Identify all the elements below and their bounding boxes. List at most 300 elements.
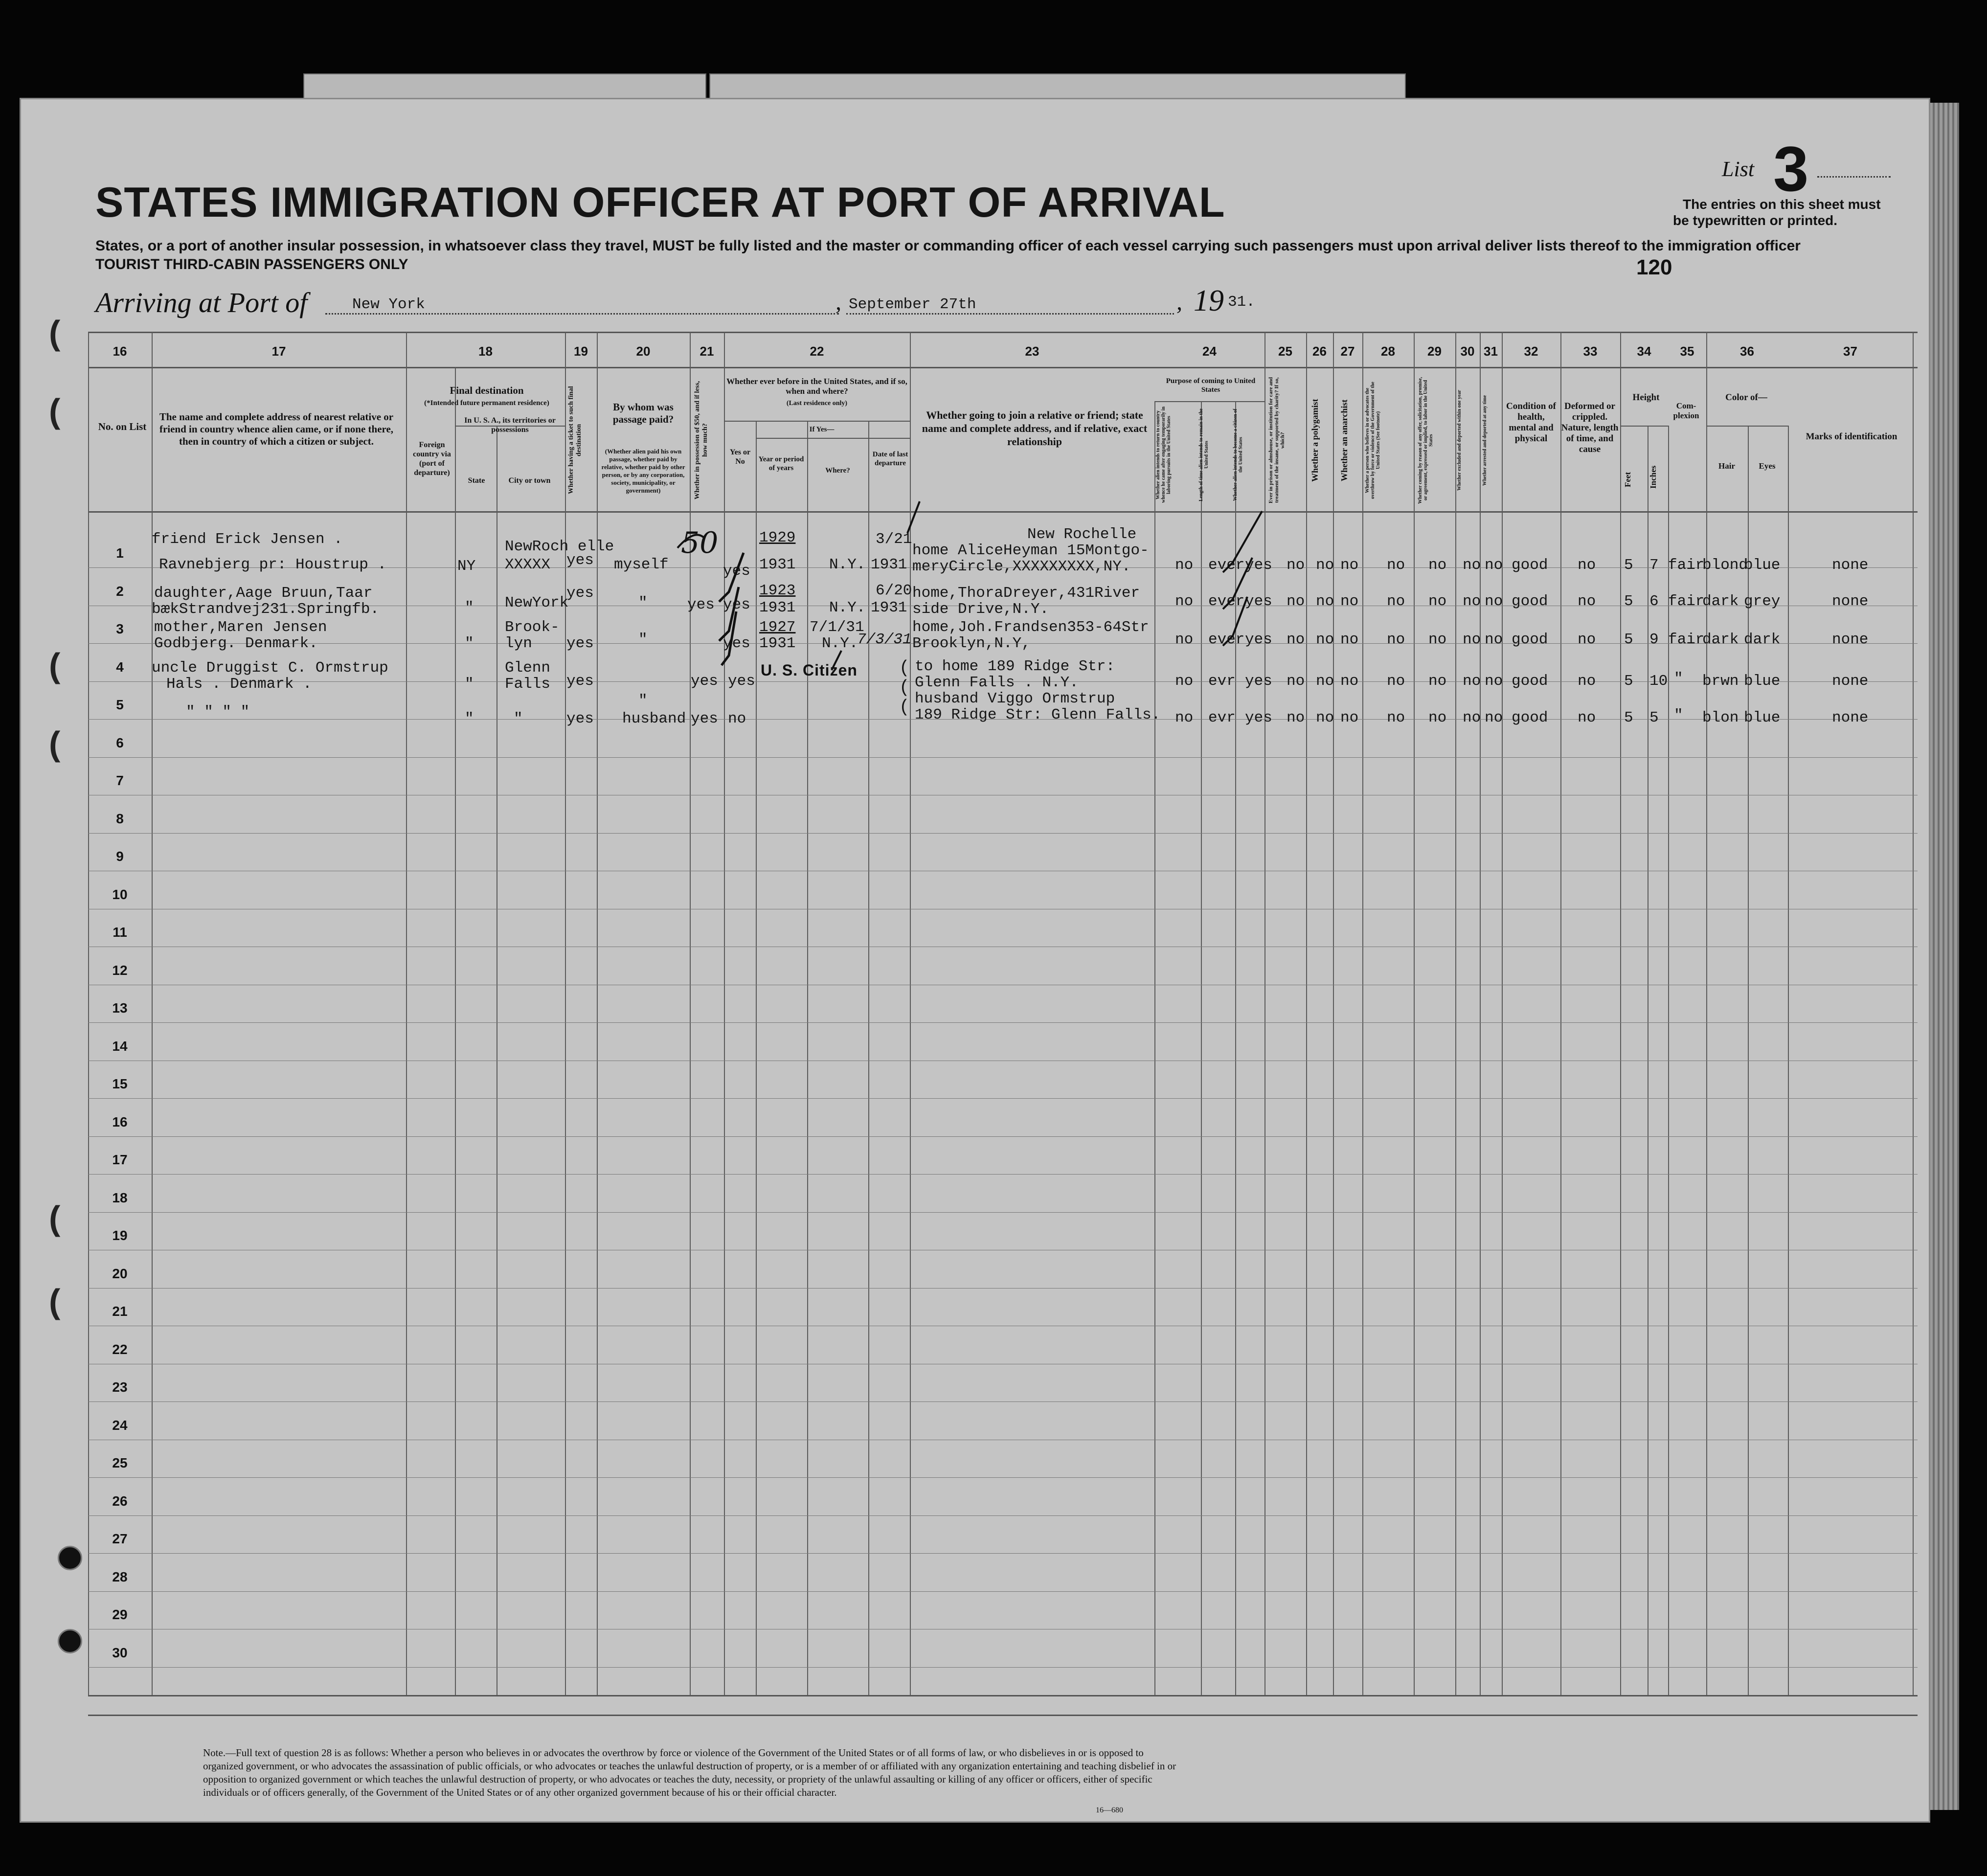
- column-number: 21: [700, 344, 714, 359]
- answer-cell: no: [1463, 709, 1481, 726]
- date-line: [846, 313, 1174, 315]
- entry-r5-yesno: no: [728, 710, 746, 727]
- column-number: 23: [1025, 344, 1039, 359]
- entry-r1-join-c: meryCircle,XXXXXXXXX,NY.: [912, 558, 1131, 575]
- column-number: 17: [271, 344, 286, 359]
- entry-r4-relative-a: uncle Druggist C. Ormstrup: [152, 659, 388, 677]
- hdr-if-yes: If Yes—: [809, 426, 835, 433]
- hdr-purpose-c: Whether alien intends to become a citizen of the United States: [1233, 408, 1243, 501]
- row-number: 29: [112, 1607, 128, 1622]
- answer-cell: no: [1287, 709, 1305, 726]
- row-rule: [88, 1212, 1918, 1213]
- column-number: 37: [1843, 344, 1857, 359]
- entry-r1-join-a: New Rochelle: [1027, 526, 1137, 543]
- hdr-complexion: Com-plexion: [1673, 401, 1699, 420]
- entry-r3-city-b: lyn: [505, 635, 532, 652]
- entry-r3-join-a: home,Joh.Frandsen353-64Str: [912, 619, 1149, 636]
- hdr-foreign-country: Foreign country via (port of departure): [413, 441, 451, 477]
- entry-r4-city-b: Falls: [505, 676, 551, 693]
- answer-cell: blon: [1702, 709, 1739, 726]
- entry-r4-join-a: to home 189 Ridge Str:: [915, 658, 1115, 675]
- handwritten-mark-join: [905, 499, 925, 538]
- ditto-r5-complexion: ": [1674, 707, 1683, 724]
- answer-cell: brwn: [1702, 673, 1739, 690]
- typed-note-2: be typewritten or printed.: [1673, 213, 1838, 228]
- row-number: 10: [112, 886, 128, 902]
- hdr-nearest-relative: The name and complete address of nearest relative or friend in country whence alien came, or if none there, then in country of which a citizen or subject.: [159, 411, 394, 447]
- subheader-rule: [1154, 401, 1264, 402]
- answer-cell: no: [1340, 593, 1359, 610]
- column-rule: [1154, 401, 1155, 1695]
- column-rule: [1502, 332, 1503, 1695]
- answer-cell: none: [1832, 557, 1869, 574]
- column-number: 33: [1583, 344, 1598, 359]
- answer-cell: no: [1316, 673, 1334, 690]
- hdr-passage-paid-note: (Whether alien paid his own passage, whether paid by relative, whether paid by other person, or by any corporation, society, municipality, or government): [601, 448, 685, 494]
- entry-r1-city-a: NewRoch elle: [505, 538, 614, 555]
- row-number: 28: [112, 1569, 128, 1584]
- entry-r2-dep-b: 1931: [871, 599, 907, 616]
- hdr-no-on-list: No. on List: [98, 421, 147, 432]
- rule-colnums: [88, 367, 1918, 368]
- answer-cell: ever: [1208, 631, 1245, 648]
- entry-r5-amount: yes: [691, 710, 718, 727]
- entry-r3-join-b: Brooklyn,N.Y,: [912, 635, 1031, 652]
- entry-r1-amount: 50: [681, 526, 719, 560]
- ditto-r3-paid: ": [638, 631, 648, 648]
- answer-cell: no: [1387, 709, 1405, 726]
- column-rule: [1455, 332, 1456, 1695]
- answer-cell: dark: [1702, 593, 1739, 610]
- punch-hole-2: [58, 1629, 82, 1653]
- ditto-r4-state: ": [465, 676, 474, 693]
- clip-mark-2: (: [49, 392, 61, 430]
- answer-cell: no: [1463, 631, 1481, 648]
- entry-r3-yesno: yes: [723, 635, 750, 652]
- entry-r3-year-b: 1931: [759, 635, 796, 652]
- entry-r1-dep-a: 3/21: [876, 531, 912, 548]
- row-number: 2: [116, 583, 124, 599]
- bracket-r4b: (: [899, 678, 910, 698]
- answer-cell: fair: [1668, 631, 1705, 648]
- answer-cell: blue: [1744, 709, 1781, 726]
- entry-r2-ticket: yes: [566, 585, 594, 602]
- hdr-final-dest-note: (*Intended future permanent residence): [424, 399, 549, 407]
- subheader-rule: [756, 438, 910, 439]
- row-rule: [88, 1667, 1918, 1668]
- entry-r2-yesno: yes: [723, 596, 750, 613]
- hdr-purpose-a: Whether alien intends to return to country whence he came after engaging temporarily in laboring pursuits in the United States: [1155, 407, 1172, 503]
- hdr-color-of: Color of—: [1725, 392, 1767, 403]
- bracket-r4: (: [899, 658, 910, 678]
- form-code: 16—680: [1096, 1806, 1123, 1814]
- answer-cell: 5: [1624, 631, 1633, 648]
- entry-r1-state: NY: [457, 558, 476, 575]
- port-name: New York: [352, 296, 425, 313]
- answer-cell: no: [1387, 631, 1405, 648]
- answer-cell: blue: [1744, 673, 1781, 690]
- answer-cell: 10: [1649, 673, 1668, 690]
- hdr-c25: Ever in prison or almshouse, or institution for care and treatment of the insane, or supported by charity? If so, which?: [1268, 377, 1286, 504]
- answer-cell: blond: [1702, 557, 1748, 574]
- ditto-r2-state: ": [465, 599, 474, 616]
- row-rule: [88, 1553, 1918, 1554]
- row-number: 18: [112, 1190, 128, 1205]
- answer-cell: dark: [1702, 631, 1739, 648]
- answer-cell: no: [1485, 631, 1503, 648]
- entry-r3-where-a: 7/1/31: [810, 619, 864, 636]
- answer-cell: no: [1463, 673, 1481, 690]
- column-rule: [1620, 332, 1621, 1695]
- clip-mark-4: (: [49, 724, 61, 763]
- column-rule: [1333, 332, 1334, 1695]
- ditto-r4-paid: ": [638, 692, 648, 709]
- row-number: 1: [116, 545, 124, 561]
- answer-cell: 5: [1624, 673, 1633, 690]
- answer-cell: no: [1340, 631, 1359, 648]
- row-number: 3: [116, 621, 124, 636]
- entry-r1-yesno: yes: [723, 563, 750, 580]
- answer-cell: no: [1578, 709, 1596, 726]
- hdr-where: Where?: [825, 467, 850, 475]
- hdr-c27: Whether an anarchist: [1339, 399, 1349, 481]
- entry-r1-year-b: 1931: [759, 556, 796, 573]
- hdr-purpose: Purpose of coming to United States: [1166, 377, 1256, 394]
- entry-r4-relative-b: Hals . Denmark .: [166, 676, 312, 693]
- answer-cell: no: [1463, 557, 1481, 574]
- answer-cell: fair: [1668, 593, 1705, 610]
- column-number: 31: [1484, 344, 1498, 359]
- entry-r1-ticket: yes: [566, 552, 594, 569]
- answer-cell: no: [1485, 593, 1503, 610]
- hdr-deformed: Deformed or crippled. Nature, length of time, and cause: [1561, 401, 1619, 454]
- subheader-rule: [1706, 426, 1788, 427]
- answer-cell: dark: [1744, 631, 1781, 648]
- ditto-r5-state: ": [465, 710, 474, 727]
- answer-cell: ever: [1208, 557, 1245, 574]
- entry-r3-relative-b: Godbjerg. Denmark.: [154, 635, 318, 652]
- answer-cell: 5: [1624, 593, 1633, 610]
- answer-cell: 5: [1649, 709, 1659, 726]
- handwritten-check-marks: [675, 519, 900, 704]
- row-number: 22: [112, 1341, 128, 1357]
- list-number: 3: [1773, 133, 1809, 204]
- hdr-final-destination: Final destination: [450, 384, 524, 396]
- entry-r2-join-b: side Drive,N.Y.: [912, 601, 1049, 618]
- answer-cell: 5: [1624, 709, 1633, 726]
- rule-header-bottom: [88, 511, 1918, 513]
- answer-cell: 9: [1649, 631, 1659, 648]
- entry-r5-join-b: 189 Ridge Str: Glenn Falls.: [915, 706, 1161, 723]
- answer-cell: evr: [1208, 709, 1236, 726]
- row-number: 17: [112, 1152, 128, 1167]
- entry-r1-relative: Ravnebjerg pr: Houstrup .: [159, 556, 387, 573]
- ditto-r5-city: ": [514, 710, 523, 727]
- row-number: 4: [116, 659, 124, 675]
- answer-cell: no: [1287, 631, 1305, 648]
- column-rule: [597, 332, 598, 1695]
- row-number: 27: [112, 1531, 128, 1546]
- answer-cell: yes: [1245, 593, 1272, 610]
- column-number: 20: [636, 344, 651, 359]
- clip-mark-3: (: [49, 646, 61, 684]
- entry-r2-relative-b: bækStrandvej231.Springfb.: [152, 601, 380, 618]
- row-number: 19: [112, 1228, 128, 1243]
- hdr-purpose-b: Length of time alien intends to remain in the United States: [1198, 408, 1209, 501]
- row-number: 14: [112, 1038, 128, 1054]
- entry-r1-paid: myself: [614, 556, 669, 573]
- answer-cell: no: [1387, 593, 1405, 610]
- rule-footer: [88, 1715, 1918, 1716]
- answer-cell: no: [1428, 557, 1447, 574]
- entry-r4-city-a: Glenn: [505, 659, 551, 677]
- entry-r3-ticket: yes: [566, 635, 594, 652]
- answer-cell: good: [1512, 631, 1548, 648]
- answer-cell: no: [1175, 593, 1194, 610]
- entry-r5-relative: " " " ": [186, 703, 250, 721]
- entry-r1-join-b: home AliceHeyman 15Montgo-: [912, 542, 1149, 559]
- answer-cell: ever: [1208, 593, 1245, 610]
- entry-r2-amount: yes: [687, 596, 715, 613]
- row-rule: [88, 1022, 1918, 1023]
- column-rule: [1362, 332, 1363, 1695]
- answer-cell: grey: [1744, 593, 1781, 610]
- bracket-r5: (: [899, 697, 910, 717]
- row-number: 16: [112, 1114, 128, 1130]
- column-rule: [455, 367, 456, 1695]
- class-note: TOURIST THIRD-CABIN PASSENGERS ONLY: [95, 256, 408, 272]
- hdr-eyes: Eyes: [1759, 461, 1776, 471]
- ditto-r4-complexion: ": [1674, 670, 1683, 687]
- answer-cell: no: [1287, 673, 1305, 690]
- entry-r5-paid: husband: [622, 710, 686, 727]
- handwritten-checks-purpose: [1213, 504, 1291, 651]
- column-rule: [1480, 332, 1481, 1695]
- port-line: [325, 313, 839, 315]
- hdr-passage-paid: By whom was passage paid?: [612, 401, 674, 425]
- answer-cell: no: [1428, 709, 1447, 726]
- subheader-rule: [724, 421, 910, 422]
- row-rule: [88, 1136, 1918, 1137]
- answer-cell: no: [1316, 631, 1334, 648]
- hdr-height: Height: [1632, 392, 1660, 403]
- column-number: 35: [1680, 344, 1694, 359]
- entry-r3-relative-a: mother,Maren Jensen: [154, 619, 327, 636]
- answer-cell: fair: [1668, 557, 1705, 574]
- entry-r1-year-a: 1929: [759, 529, 796, 546]
- row-rule: [88, 1098, 1918, 1099]
- comma-1: ,: [835, 289, 841, 315]
- row-number: 30: [112, 1645, 128, 1660]
- answer-cell: none: [1832, 631, 1869, 648]
- answer-cell: none: [1832, 593, 1869, 610]
- hdr-possession-50: Whether in possession of $50, and if less, how much?: [694, 381, 709, 500]
- hdr-c30: Whether excluded and deported within one year: [1457, 390, 1462, 491]
- answer-cell: no: [1340, 673, 1359, 690]
- hdr-inches: Inches: [1648, 465, 1658, 489]
- entry-r1-where: N.Y.: [829, 556, 866, 573]
- column-number: 27: [1340, 344, 1355, 359]
- answer-cell: yes: [1245, 673, 1272, 690]
- column-rule: [1201, 401, 1202, 1695]
- clip-mark-6: (: [49, 1282, 61, 1320]
- row-number: 15: [112, 1076, 128, 1091]
- answer-cell: good: [1512, 709, 1548, 726]
- entry-r2-relative-a: daughter,Aage Bruun,Taar: [154, 585, 373, 602]
- list-underline: [1817, 176, 1891, 178]
- entry-r3-city-a: Brook-: [505, 619, 560, 636]
- entry-r2-where: N.Y.: [829, 599, 866, 616]
- answer-cell: 6: [1649, 593, 1659, 610]
- column-number: 19: [574, 344, 588, 359]
- footnote-q28: Note.—Full text of question 28 is as follows: Whether a person who believes in or advocates the overthrow by force or violence of the Government of the United States or of all forms of law, or who disbelieves in or is opposed to organized government, or who advocates the assassination of public officials, or who advocates or teaches the unlawful destruction of property, or is a member of or affiliated with any organization entertaining and teaching disbelief in or opposition to organized government or which teaches the unlawful destruction of property, or who advocates or teaches the duty, necessity, or propriety of the unlawful assaulting or killing of any officer or officers, either of specific individuals or of officers generally, of the Government of the United States or of any other organized government because of his or their official character.: [203, 1747, 1176, 1798]
- row-number: 25: [112, 1455, 128, 1470]
- entry-r3-dep: 7/3/31: [857, 631, 912, 648]
- row-number: 9: [116, 849, 124, 864]
- answer-cell: 5: [1624, 557, 1633, 574]
- row-number: 5: [116, 697, 124, 712]
- column-number: 22: [810, 344, 824, 359]
- answer-cell: no: [1175, 631, 1194, 648]
- ditto-r2-paid: ": [638, 594, 648, 611]
- page-title: STATES IMMIGRATION OFFICER AT PORT OF ARRIVAL: [95, 179, 1225, 226]
- row-rule: [88, 1591, 1918, 1592]
- hdr-yes-no: Yes or No: [729, 448, 751, 466]
- hdr-state: State: [468, 476, 485, 485]
- hdr-c29: Whether coming by reason of any offer, solicitation, promise, or agreement, expressed or implied, to labor in the United States: [1418, 377, 1434, 504]
- column-number: 30: [1460, 344, 1475, 359]
- answer-cell: no: [1578, 631, 1596, 648]
- entry-r3-year-a: 1927: [759, 619, 796, 636]
- ditto-r3-state: ": [465, 635, 474, 652]
- arriving-label: Arriving at Port of: [95, 287, 308, 318]
- year-prefix: 19: [1194, 284, 1224, 317]
- entry-r2-join-a: home,ThoraDreyer,431River: [912, 585, 1140, 602]
- comma-2: ,: [1176, 289, 1182, 315]
- punch-hole-1: [58, 1546, 82, 1570]
- row-number: 20: [112, 1266, 128, 1281]
- answer-cell: yes: [1245, 631, 1272, 648]
- entry-r4-yesno: yes: [728, 673, 755, 690]
- answer-cell: no: [1175, 673, 1194, 690]
- answer-cell: no: [1387, 673, 1405, 690]
- rule-bottom: [88, 1695, 1918, 1696]
- answer-cell: no: [1485, 557, 1503, 574]
- hdr-year-period: Year or period of years: [758, 455, 804, 472]
- row-number: 13: [112, 1000, 128, 1016]
- arrival-date: September 27th: [849, 296, 976, 313]
- column-rule: [565, 332, 566, 1695]
- answer-cell: no: [1485, 673, 1503, 690]
- answer-cell: good: [1512, 557, 1548, 574]
- column-rule: [1560, 332, 1561, 1695]
- entry-r3-where-b: N.Y.: [822, 635, 858, 652]
- entry-r1-city-b: XXXXX: [505, 556, 551, 573]
- hdr-feet: Feet: [1623, 472, 1632, 487]
- list-label: List: [1722, 157, 1755, 181]
- hdr-c31: Whether arrested and deported at any time: [1482, 395, 1488, 486]
- hdr-c26: Whether a polygamist: [1310, 399, 1320, 482]
- answer-cell: no: [1316, 557, 1334, 574]
- answer-cell: yes: [1245, 557, 1272, 574]
- entry-r5-ticket: yes: [566, 710, 594, 727]
- typed-note-1: The entries on this sheet must: [1683, 197, 1881, 212]
- entry-r4-join-b: Glenn Falls . N.Y.: [915, 674, 1079, 691]
- column-number: 29: [1427, 344, 1442, 359]
- row-number: 21: [112, 1304, 128, 1319]
- answer-cell: no: [1387, 557, 1405, 574]
- entry-r1-dep-b: 1931: [871, 556, 907, 573]
- column-number: 34: [1637, 344, 1651, 359]
- column-number: 32: [1524, 344, 1538, 359]
- hdr-in-usa: In U. S. A., its territories or possessions: [464, 416, 556, 434]
- entry-r5-join-a: husband Viggo Ormstrup: [915, 690, 1115, 707]
- entry-r2-city: NewYork: [505, 594, 569, 611]
- clip-mark-5: (: [49, 1199, 61, 1237]
- column-rule: [1706, 332, 1707, 1695]
- answer-cell: none: [1832, 673, 1869, 690]
- rule-top: [88, 332, 1918, 333]
- answer-cell: evr: [1208, 673, 1236, 690]
- year-suffix: 31.: [1228, 294, 1255, 311]
- entry-r0-relative: friend Erick Jensen .: [152, 531, 343, 548]
- answer-cell: none: [1832, 709, 1869, 726]
- hdr-ever-before-note: (Last residence only): [786, 400, 848, 407]
- entry-r2-year-a: 1923: [759, 582, 796, 599]
- answer-cell: no: [1578, 557, 1596, 574]
- column-rule: [1913, 332, 1914, 1695]
- column-rule: [1306, 332, 1307, 1695]
- hdr-marks: Marks of identification: [1806, 431, 1897, 442]
- row-number: 23: [112, 1379, 128, 1395]
- column-number: 26: [1312, 344, 1327, 359]
- answer-cell: no: [1175, 557, 1194, 574]
- answer-cell: no: [1340, 557, 1359, 574]
- entry-r4-amount: yes: [691, 673, 718, 690]
- answer-cell: good: [1512, 673, 1548, 690]
- hdr-date-last-departure: Date of last departure: [872, 451, 908, 467]
- row-rule: [88, 1477, 1918, 1478]
- hdr-condition: Condition of health, mental and physical: [1506, 401, 1556, 444]
- subheader-rule: [1620, 426, 1668, 427]
- column-number: 24: [1202, 344, 1217, 359]
- column-rule: [1414, 332, 1415, 1695]
- answer-cell: no: [1428, 593, 1447, 610]
- row-number: 12: [112, 962, 128, 978]
- row-rule: [88, 1515, 1918, 1516]
- column-number: 18: [478, 344, 493, 359]
- hdr-joining-relative: Whether going to join a relative or friend; state name and complete address, and if relative, exact relationship: [922, 409, 1148, 448]
- hdr-c28: Whether a person who believes in or advocates the overthrow by force or violence of the Government of the United States (See footnote): [1365, 382, 1381, 499]
- answer-cell: good: [1512, 593, 1548, 610]
- answer-cell: no: [1316, 709, 1334, 726]
- answer-cell: no: [1485, 709, 1503, 726]
- hdr-city: City or town: [508, 476, 551, 485]
- row-number: 11: [113, 925, 127, 940]
- answer-cell: no: [1578, 593, 1596, 610]
- row-number: 8: [116, 811, 124, 826]
- answer-cell: 7: [1649, 557, 1659, 574]
- answer-cell: no: [1287, 593, 1305, 610]
- answer-cell: no: [1428, 631, 1447, 648]
- answer-cell: no: [1340, 709, 1359, 726]
- instructions-text: States, or a port of another insular possession, in whatsoever class they travel, MUST be fully listed and the master or commanding officer of each vessel carrying such passengers must upon arrival deliver lists thereof to the immigration officer: [95, 238, 1801, 254]
- page-code: 120: [1636, 255, 1672, 279]
- row-rule: [88, 833, 1918, 834]
- answer-cell: blue: [1744, 557, 1781, 574]
- row-rule: [88, 1401, 1918, 1402]
- answer-cell: no: [1428, 673, 1447, 690]
